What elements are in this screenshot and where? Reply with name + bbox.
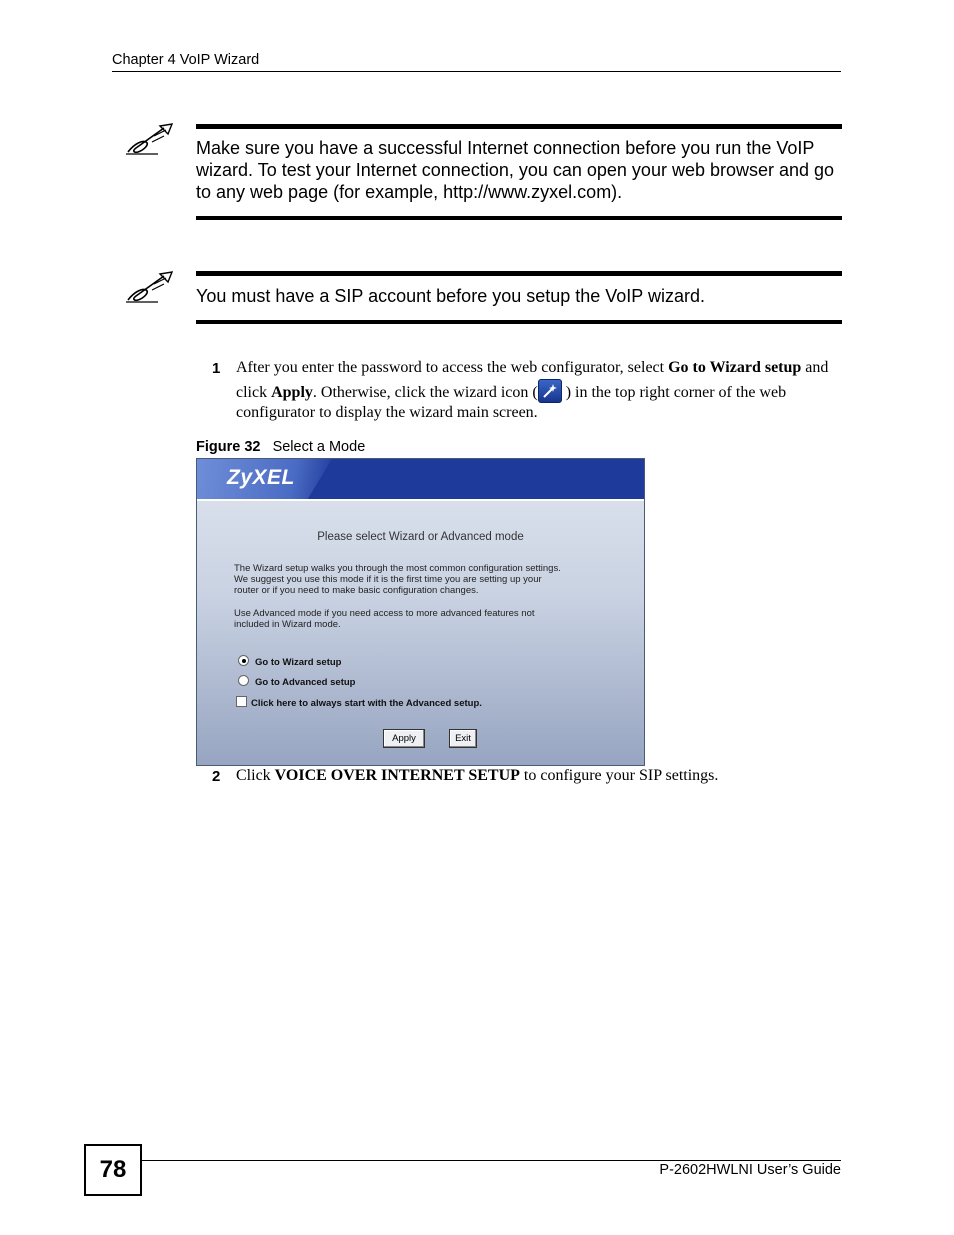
description-line: We suggest you use this mode if it is the first time you are setting up your [234, 574, 542, 586]
wizard-description [234, 563, 634, 597]
apply-button[interactable]: Apply [383, 729, 425, 748]
description-line: The Wizard setup walks you through the most common configuration settings. [234, 563, 561, 574]
step-text [236, 766, 842, 787]
footer-rule [140, 1160, 841, 1161]
step-bold-voice-setup: VOICE OVER INTERNET SETUP [274, 767, 520, 784]
step-text-part: Click [236, 767, 275, 784]
note-text: You must have a SIP account before you setup the VoIP wizard. [196, 286, 706, 306]
exit-button[interactable]: Exit [449, 729, 477, 748]
running-header: Chapter 4 VoIP Wizard [112, 52, 260, 68]
option-label: Go to Advanced setup [255, 677, 356, 688]
wizard-icon [538, 379, 562, 403]
step-bold-wizard-setup: Go to Wizard setup [668, 359, 802, 376]
header-rule [112, 71, 841, 72]
checkbox-always-advanced[interactable] [236, 696, 247, 707]
step-text-part: After you enter the password to access the web configurator, select [236, 359, 669, 376]
option-wizard-setup[interactable] [238, 655, 341, 668]
step-bold-apply: Apply [271, 383, 313, 401]
option-advanced-setup[interactable] [238, 675, 355, 688]
note-rule-top [196, 271, 842, 276]
zyxel-logo: ZyXEL [227, 466, 295, 489]
step-text-part: and click [236, 359, 829, 401]
figure-label: Figure 32 [196, 439, 261, 455]
guide-title: P-2602HWLNI User’s Guide [659, 1162, 841, 1178]
step-number: 1 [212, 360, 221, 377]
page-number: 78 [84, 1144, 142, 1196]
note-text: Make sure you have a successful Internet connection before you run the VoIP wizard. To test your Internet connection, you can open your web browser and go to any web page (for example, http://www.zyxel.com). [196, 138, 835, 202]
mode-heading: Please select Wizard or Advanced mode [317, 531, 524, 543]
note-rule-bottom [196, 320, 842, 324]
figure-caption [196, 439, 365, 455]
figure-title: Select a Mode [272, 439, 366, 455]
description-line: included in Wizard mode. [234, 619, 341, 631]
step-number: 2 [212, 768, 221, 785]
step-text-part: . Otherwise, click the wizard icon ( [312, 383, 538, 401]
wizard-screenshot [196, 458, 645, 766]
option-always-advanced[interactable] [236, 696, 482, 709]
step-text-part: ) in the top right corner of the web configurator to display the wizard main screen. [236, 383, 787, 421]
radio-wizard[interactable] [238, 655, 249, 666]
note-rule-bottom [196, 216, 842, 220]
step-text [236, 358, 842, 424]
description-line: router or if you need to make basic configuration changes. [234, 585, 479, 597]
note-pen-icon [124, 270, 174, 306]
option-label: Go to Wizard setup [255, 657, 342, 668]
step-text-part: to configure your SIP settings. [519, 767, 719, 784]
note-rule-top [196, 124, 842, 129]
radio-advanced[interactable] [238, 675, 249, 686]
note-pen-icon [124, 122, 174, 158]
option-label: Click here to always start with the Advanced setup. [251, 698, 482, 709]
description-line: Use Advanced mode if you need access to more advanced features not [234, 608, 535, 619]
advanced-description [234, 608, 634, 630]
